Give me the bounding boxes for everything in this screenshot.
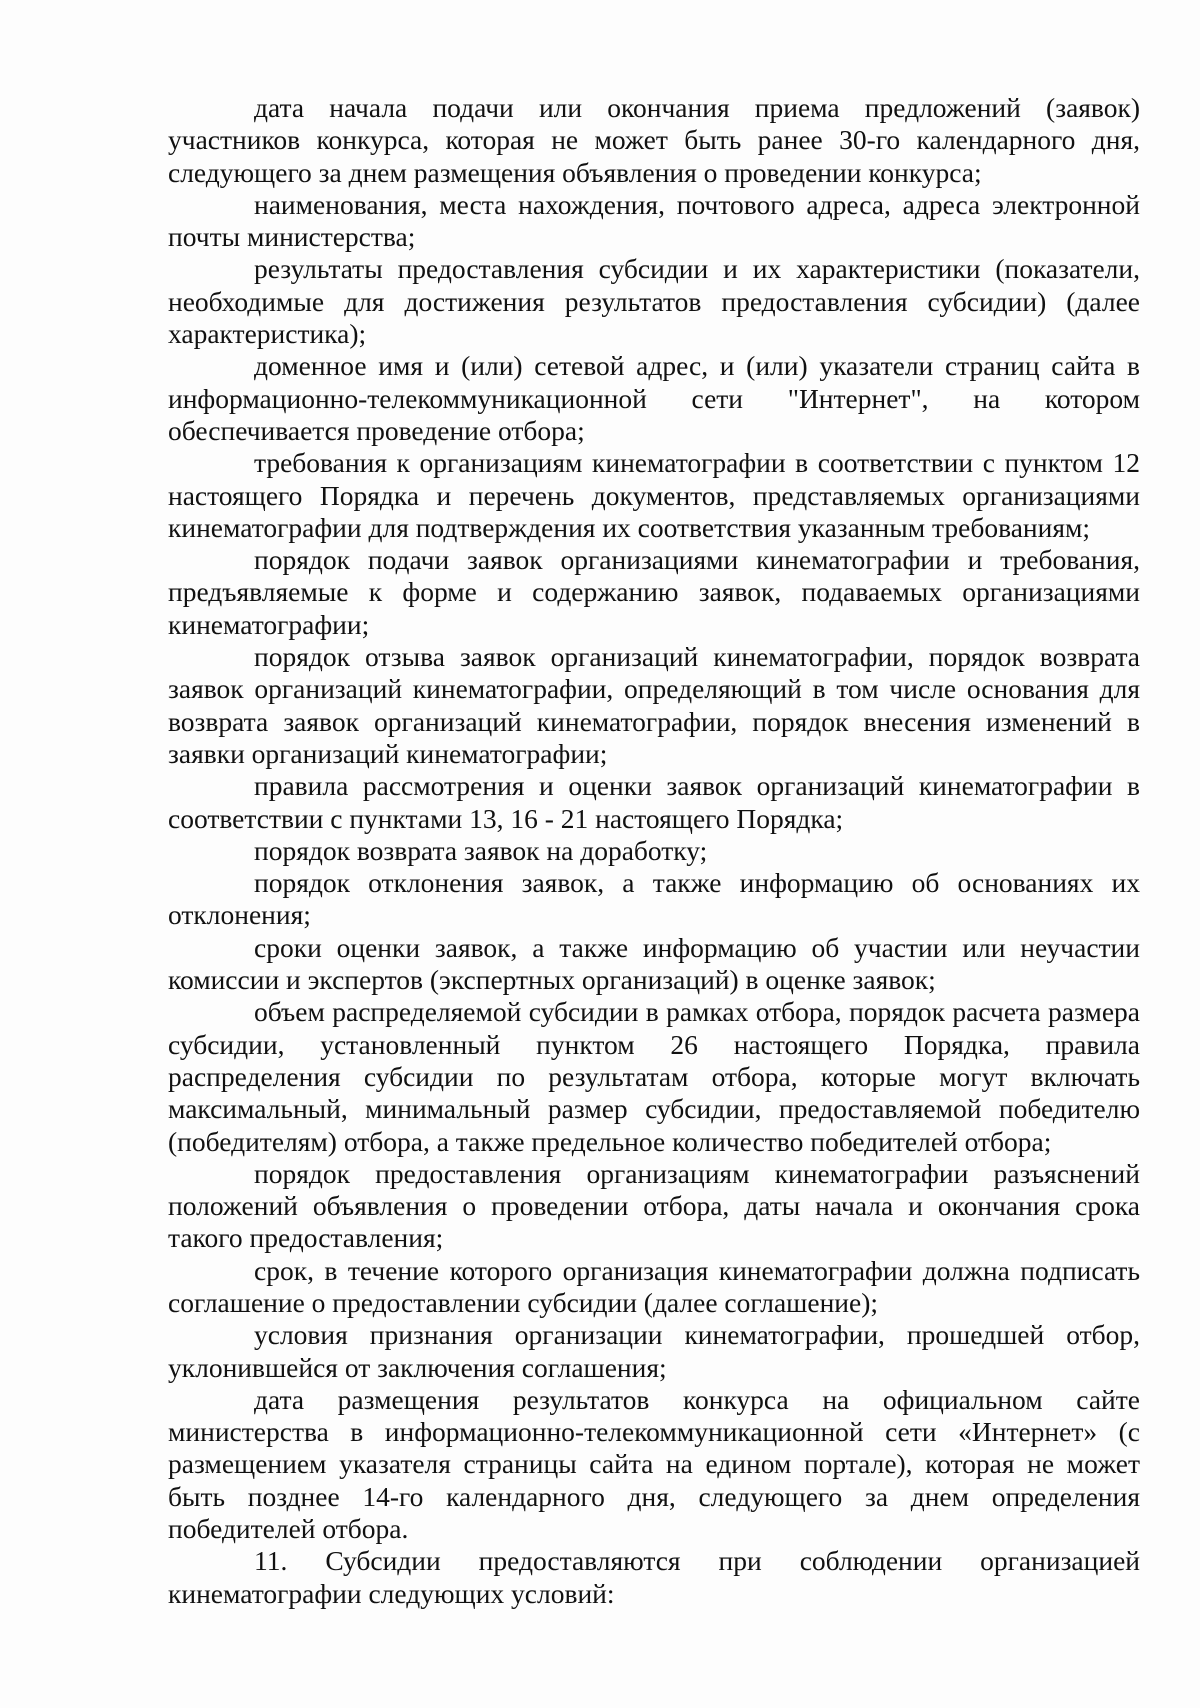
paragraph-ministry-address: наименования, места нахождения, почтового адреса, адреса электронной почты министерства; xyxy=(168,188,1140,253)
paragraph-withdrawal-procedure: порядок отзыва заявок организаций кинематографии, порядок возврата заявок организаций кинематографии, определяющий в том числе основания для возврата заявок организаций кинематографии, порядок внесения изменений в заявки организаций кинематографии; xyxy=(168,641,1140,769)
paragraph-submission-dates: дата начала подачи или окончания приема предложений (заявок) участников конкурса, которая не может быть ранее 30-го календарного дня, следующего за днем размещения объявления о проведении конкурса; xyxy=(168,92,1140,188)
paragraph-rejection-procedure: порядок отклонения заявок, а также информацию об основаниях их отклонения; xyxy=(168,867,1140,931)
paragraph-organization-requirements: требования к организациям кинематографии в соответствии с пунктом 12 настоящего Порядка и перечень документов, представляемых организациями кинематографии для подтверждения их соответствия указанным требованиям; xyxy=(168,447,1140,543)
paragraph-domain-name: доменное имя и (или) сетевой адрес, и (или) указатели страниц сайта в информационно-телекоммуникационной сети "Интернет", на котором обеспечивается проведение отбора; xyxy=(168,350,1140,446)
paragraph-section-11: 11. Субсидии предоставляются при соблюдении организацией кинематографии следующих условий: xyxy=(168,1545,1140,1609)
paragraph-evasion-conditions: условия признания организации кинематографии, прошедшей отбор, уклонившейся от заключения соглашения; xyxy=(168,1319,1140,1383)
paragraph-evaluation-rules: правила рассмотрения и оценки заявок организаций кинематографии в соответствии с пунктами 13, 16 - 21 настоящего Порядка; xyxy=(168,770,1140,834)
paragraph-results-publication: дата размещения результатов конкурса на официальном сайте министерства в информационно-телекоммуникационной сети «Интернет» (с размещением указателя страницы сайта на едином портале), которая не может быть позднее 14-го календарного дня, следующего за днем определения победителей отбора. xyxy=(168,1383,1140,1545)
paragraph-subsidy-results: результаты предоставления субсидии и их характеристики (показатели, необходимые для достижения результатов предоставления субсидии) (далее характеристика); xyxy=(168,253,1140,350)
paragraph-signing-deadline: срок, в течение которого организация кинематографии должна подписать соглашение о предоставлении субсидии (далее соглашение); xyxy=(168,1254,1140,1318)
paragraph-evaluation-terms: сроки оценки заявок, а также информацию об участии или неучастии комиссии и экспертов (экспертных организаций) в оценке заявок; xyxy=(168,931,1140,996)
paragraph-return-for-revision: порядок возврата заявок на доработку; xyxy=(254,834,708,866)
paragraph-submission-procedure: порядок подачи заявок организациями кинематографии и требования, предъявляемые к форме и содержанию заявок, подаваемых организациями кинематографии; xyxy=(168,544,1140,640)
paragraph-subsidy-volume: объем распределяемой субсидии в рамках отбора, порядок расчета размера субсидии, установленный пунктом 26 настоящего Порядка, правила распределения субсидии по результатам отбора, которые могут включать максимальный, минимальный размер субсидии, предоставляемой победителю (победителям) отбора, а также предельное количество победителей отбора; xyxy=(168,996,1140,1157)
paragraph-clarifications: порядок предоставления организациям кинематографии разъяснений положений объявления о проведении отбора, даты начала и окончания срока такого предоставления; xyxy=(168,1157,1140,1254)
document-body xyxy=(168,92,1140,1610)
